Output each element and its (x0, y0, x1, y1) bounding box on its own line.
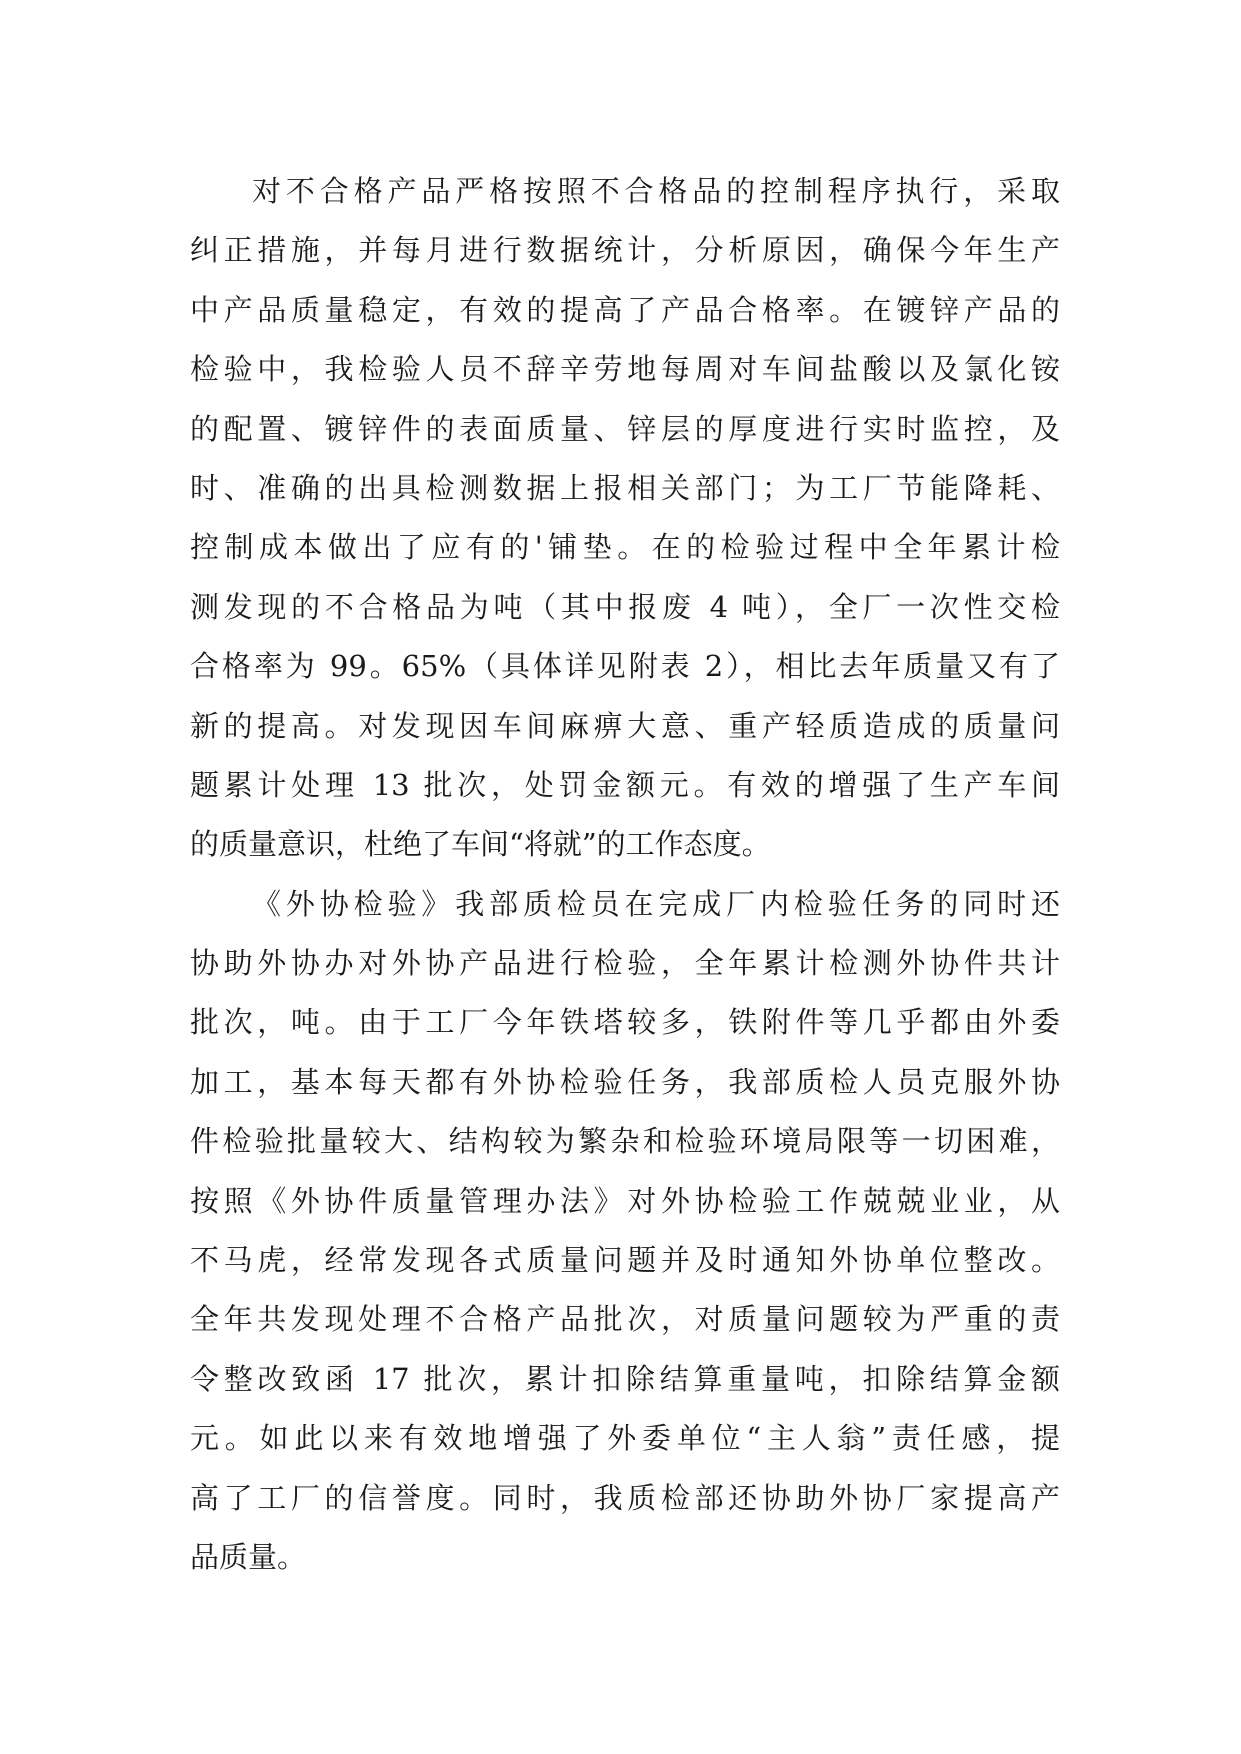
text-line: 协助外协办对外协产品进行检验，全年累计检测外协件共计 (190, 946, 1060, 981)
text-line: 不马虎，经常发现各式质量问题并及时通知外协单位整改。 (190, 1243, 1060, 1278)
text-line: 批次，吨。由于工厂今年铁塔较多，铁附件等几乎都由外委 (190, 1005, 1060, 1040)
text-line: 检验中，我检验人员不辞辛劳地每周对车间盐酸以及氯化铵 (190, 352, 1060, 387)
text-line: 题累计处理 13 批次，处罚金额元。有效的增强了生产车间 (190, 767, 1060, 802)
text-line: 《外协检验》我部质检员在完成厂内检验任务的同时还 (252, 886, 1060, 921)
text-line: 测发现的不合格品为吨（其中报废 4 吨），全厂一次性交检 (190, 589, 1060, 624)
paragraph-quality-control (190, 162, 1060, 875)
text-line: 的质量意识，杜绝了车间“将就”的工作态度。 (190, 827, 771, 862)
text-line: 中产品质量稳定，有效的提高了产品合格率。在镀锌产品的 (190, 292, 1060, 327)
text-line: 件检验批量较大、结构较为繁杂和检验环境局限等一切困难， (190, 1124, 1060, 1159)
text-line: 元。如此以来有效地增强了外委单位“主人翁”责任感，提 (190, 1421, 1060, 1456)
text-line: 令整改致函 17 批次，累计扣除结算重量吨，扣除结算金额 (190, 1361, 1060, 1396)
text-line: 加工，基本每天都有外协检验任务，我部质检人员克服外协 (190, 1064, 1060, 1099)
paragraph-outsourced-inspection (190, 875, 1060, 1588)
document-page (190, 162, 1060, 1587)
text-line: 对不合格产品严格按照不合格品的控制程序执行，采取 (252, 174, 1060, 208)
text-line: 的配置、镀锌件的表面质量、锌层的厚度进行实时监控，及 (190, 411, 1060, 446)
text-line: 按照《外协件质量管理办法》对外协检验工作兢兢业业，从 (190, 1183, 1060, 1218)
text-line: 控制成本做出了应有的'铺垫。在的检验过程中全年累计检 (190, 530, 1060, 565)
text-line: 全年共发现处理不合格产品批次，对质量问题较为严重的责 (190, 1302, 1060, 1337)
text-line: 合格率为 99。65%（具体详见附表 2），相比去年质量又有了 (190, 649, 1060, 684)
text-line: 高了工厂的信誉度。同时，我质检部还协助外协厂家提高产 (190, 1480, 1060, 1515)
text-line: 时、准确的出具检测数据上报相关部门；为工厂节能降耗、 (190, 470, 1060, 505)
text-line: 新的提高。对发现因车间麻痹大意、重产轻质造成的质量问 (190, 708, 1060, 743)
text-line: 纠正措施，并每月进行数据统计，分析原因，确保今年生产 (190, 233, 1060, 268)
text-line: 品质量。 (190, 1539, 307, 1574)
